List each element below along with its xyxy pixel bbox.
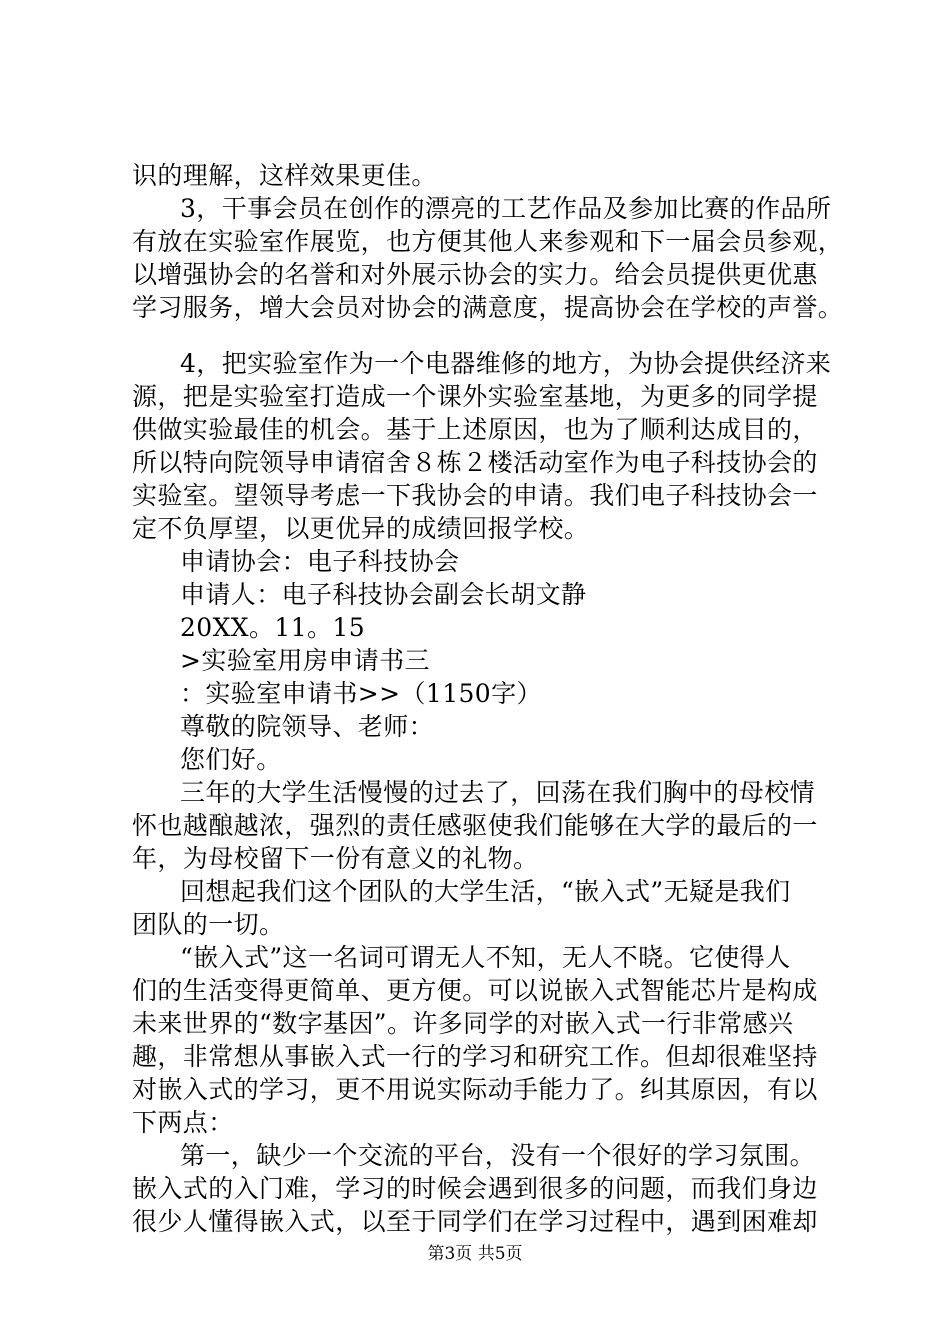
text-line: 下两点： (132, 1108, 234, 1137)
text-line: 有放在实验室作展览，也方便其他人来参观和下一届会员参观， (132, 227, 844, 256)
text-line: 供做实验最佳的机会。基于上述原因，也为了顺利达成目的， (132, 415, 818, 444)
text-line: 团队的一切。 (132, 910, 285, 939)
text-line: 三年的大学生活慢慢的过去了，回荡在我们胸中的母校情 (180, 778, 816, 807)
text-line: >实验室用房申请书三 (180, 646, 430, 675)
text-line: 4，把实验室作为一个电器维修的地方，为协会提供经济来 (180, 349, 832, 378)
text-line: 所以特向院领导申请宿舍８栋２楼活动室作为电子科技协会的 (132, 448, 818, 477)
text-line: 识的理解，这样效果更佳。 (132, 161, 437, 190)
text-line: 20XX。11。15 (180, 613, 366, 642)
text-line: 3，干事会员在创作的漂亮的工艺作品及参加比赛的作品所 (180, 194, 832, 223)
text-line: 以增强协会的名誉和对外展示协会的实力。给会员提供更优惠 (132, 260, 818, 289)
text-line: 定不负厚望，以更优异的成绩回报学校。 (132, 514, 590, 543)
text-line: ：实验室申请书>>（1150字） (180, 679, 542, 708)
text-line: 怀也越酿越浓，强烈的责任感驱使我们能够在大学的最后的一 (132, 811, 818, 840)
text-line: 学习服务，增大会员对协会的满意度，提高协会在学校的声誉。 (132, 293, 844, 322)
text-line: 您们好。 (180, 745, 282, 774)
text-line: 实验室。望领导考虑一下我协会的申请。我们电子科技协会一 (132, 481, 818, 510)
text-line: 未来世界的“数字基因”。许多同学的对嵌入式一行非常感兴 (132, 1009, 794, 1038)
text-line: 源，把是实验室打造成一个课外实验室基地，为更多的同学提 (132, 382, 818, 411)
text-line: 很少人懂得嵌入式，以至于同学们在学习过程中，遇到困难却 (132, 1207, 818, 1236)
text-line: 第一，缺少一个交流的平台，没有一个很好的学习氛围。 (180, 1141, 816, 1170)
text-line: “嵌入式”这一名词可谓无人不知，无人不晓。它使得人 (180, 943, 791, 972)
text-line: 申请协会：电子科技协会 (180, 547, 460, 576)
text-line: 嵌入式的入门难，学习的时候会遇到很多的问题，而我们身边 (132, 1174, 818, 1203)
text-line: 们的生活变得更简单、更方便。可以说嵌入式智能芯片是构成 (132, 976, 818, 1005)
text-line: 年，为母校留下一份有意义的礼物。 (132, 844, 539, 873)
text-line: 申请人：电子科技协会副会长胡文静 (180, 580, 587, 609)
text-line: 尊敬的院领导、老师： (180, 712, 435, 741)
text-line: 对嵌入式的学习，更不用说实际动手能力了。纠其原因，有以 (132, 1075, 818, 1104)
text-line: 趣，非常想从事嵌入式一行的学习和研究工作。但却很难坚持 (132, 1042, 818, 1071)
page-footer: 第3页 共5页 (427, 1244, 523, 1264)
text-line: 回想起我们这个团队的大学生活，“嵌入式”无疑是我们 (180, 877, 791, 906)
